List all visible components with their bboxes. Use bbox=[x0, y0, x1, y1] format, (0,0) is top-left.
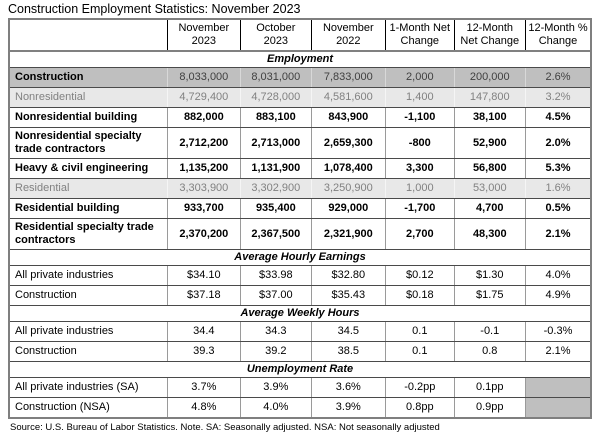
row-label: Nonresidential specialty trade contractors bbox=[9, 128, 167, 159]
data-cell: 1.6% bbox=[526, 179, 591, 199]
data-cell: 2.0% bbox=[526, 128, 591, 159]
data-cell: $0.18 bbox=[386, 286, 454, 306]
data-cell: 4.8% bbox=[167, 398, 241, 419]
section-row bbox=[9, 362, 591, 378]
data-cell: 882,000 bbox=[167, 108, 241, 128]
data-cell bbox=[526, 378, 591, 398]
column-header: 1-Month Net Change bbox=[386, 19, 454, 51]
data-cell: 38.5 bbox=[311, 342, 386, 362]
section-row bbox=[9, 51, 591, 68]
data-cell: 3,250,900 bbox=[311, 179, 386, 199]
data-cell: -800 bbox=[386, 128, 454, 159]
row-label: Nonresidential bbox=[9, 88, 167, 108]
data-cell: 48,300 bbox=[454, 219, 525, 250]
table-row bbox=[9, 266, 591, 286]
data-cell: 935,400 bbox=[241, 199, 311, 219]
row-label: Residential bbox=[9, 179, 167, 199]
data-cell: 2,712,200 bbox=[167, 128, 241, 159]
table-row bbox=[9, 128, 591, 159]
data-cell: 1,078,400 bbox=[311, 159, 386, 179]
table-row bbox=[9, 179, 591, 199]
table-row bbox=[9, 219, 591, 250]
data-cell: 0.5% bbox=[526, 199, 591, 219]
data-cell: 3,302,900 bbox=[241, 179, 311, 199]
data-cell: 4,729,400 bbox=[167, 88, 241, 108]
source-note: Source: U.S. Bureau of Labor Statistics. Note. SA: Seasonally adjusted. NSA: Not seasonally adjusted bbox=[10, 422, 440, 433]
data-cell: $0.12 bbox=[386, 266, 454, 286]
table-row bbox=[9, 199, 591, 219]
data-cell: 0.8 bbox=[454, 342, 525, 362]
data-cell: 933,700 bbox=[167, 199, 241, 219]
data-cell: 1,000 bbox=[386, 179, 454, 199]
data-cell: 2,000 bbox=[386, 68, 454, 88]
data-cell: 3,300 bbox=[386, 159, 454, 179]
data-cell: 2.1% bbox=[526, 219, 591, 250]
data-cell: 4.0% bbox=[526, 266, 591, 286]
data-cell: 8,033,000 bbox=[167, 68, 241, 88]
data-cell: $35.43 bbox=[311, 286, 386, 306]
data-cell: 2,367,500 bbox=[241, 219, 311, 250]
section-heading: Average Weekly Hours bbox=[9, 306, 591, 322]
data-cell: 4,728,000 bbox=[241, 88, 311, 108]
data-cell: -1,700 bbox=[386, 199, 454, 219]
table-row bbox=[9, 159, 591, 179]
row-label: Residential building bbox=[9, 199, 167, 219]
data-cell: 52,900 bbox=[454, 128, 525, 159]
row-label: All private industries bbox=[9, 266, 167, 286]
table-row bbox=[9, 322, 591, 342]
data-cell: 843,900 bbox=[311, 108, 386, 128]
column-header: November 2022 bbox=[311, 19, 386, 51]
row-label: Construction bbox=[9, 68, 167, 88]
data-cell: 4.9% bbox=[526, 286, 591, 306]
data-cell: 1,131,900 bbox=[241, 159, 311, 179]
section-heading: Employment bbox=[9, 51, 591, 68]
data-cell: 4.0% bbox=[241, 398, 311, 419]
data-cell bbox=[526, 398, 591, 419]
data-cell: 56,800 bbox=[454, 159, 525, 179]
column-header: October 2023 bbox=[241, 19, 311, 51]
data-cell: 2,321,900 bbox=[311, 219, 386, 250]
data-cell: 147,800 bbox=[454, 88, 525, 108]
data-cell: 0.1 bbox=[386, 342, 454, 362]
data-cell: $37.18 bbox=[167, 286, 241, 306]
column-header: 12-Month % Change bbox=[526, 19, 591, 51]
header-row bbox=[9, 19, 591, 51]
row-label: All private industries (SA) bbox=[9, 378, 167, 398]
data-cell: 0.1 bbox=[386, 322, 454, 342]
column-header: 12-Month Net Change bbox=[454, 19, 525, 51]
row-label: All private industries bbox=[9, 322, 167, 342]
page-title: Construction Employment Statistics: November 2023 bbox=[8, 2, 301, 16]
data-cell: 34.5 bbox=[311, 322, 386, 342]
data-cell: -0.3% bbox=[526, 322, 591, 342]
row-label: Heavy & civil engineering bbox=[9, 159, 167, 179]
data-cell: 929,000 bbox=[311, 199, 386, 219]
data-cell: 7,833,000 bbox=[311, 68, 386, 88]
data-cell: 1,135,200 bbox=[167, 159, 241, 179]
table-row bbox=[9, 398, 591, 419]
data-cell: 2,370,200 bbox=[167, 219, 241, 250]
data-cell: 3.2% bbox=[526, 88, 591, 108]
table-row bbox=[9, 108, 591, 128]
data-cell: $34.10 bbox=[167, 266, 241, 286]
table-row bbox=[9, 68, 591, 88]
data-cell: 1,400 bbox=[386, 88, 454, 108]
data-cell: 39.3 bbox=[167, 342, 241, 362]
data-cell: 3.9% bbox=[311, 398, 386, 419]
data-cell: $1.75 bbox=[454, 286, 525, 306]
data-cell: 34.3 bbox=[241, 322, 311, 342]
corner-cell bbox=[9, 19, 167, 51]
table-row bbox=[9, 88, 591, 108]
data-cell: $33.98 bbox=[241, 266, 311, 286]
data-cell: 3.9% bbox=[241, 378, 311, 398]
table-row bbox=[9, 286, 591, 306]
row-label: Construction (NSA) bbox=[9, 398, 167, 419]
row-label: Residential specialty trade contractors bbox=[9, 219, 167, 250]
data-cell: 0.1pp bbox=[454, 378, 525, 398]
data-cell: 2.6% bbox=[526, 68, 591, 88]
data-cell: $32.80 bbox=[311, 266, 386, 286]
data-cell: -0.1 bbox=[454, 322, 525, 342]
data-cell: $37.00 bbox=[241, 286, 311, 306]
data-cell: -0.2pp bbox=[386, 378, 454, 398]
data-cell: 4,700 bbox=[454, 199, 525, 219]
data-cell: 38,100 bbox=[454, 108, 525, 128]
section-row bbox=[9, 306, 591, 322]
section-heading: Unemployment Rate bbox=[9, 362, 591, 378]
data-cell: 2,700 bbox=[386, 219, 454, 250]
data-cell: 2.1% bbox=[526, 342, 591, 362]
row-label: Construction bbox=[9, 286, 167, 306]
data-cell: 3,303,900 bbox=[167, 179, 241, 199]
section-heading: Average Hourly Earnings bbox=[9, 250, 591, 266]
data-cell: 53,000 bbox=[454, 179, 525, 199]
data-cell: 0.9pp bbox=[454, 398, 525, 419]
section-row bbox=[9, 250, 591, 266]
data-cell: 883,100 bbox=[241, 108, 311, 128]
statistics-table bbox=[8, 18, 592, 419]
data-cell: 2,713,000 bbox=[241, 128, 311, 159]
table-body bbox=[9, 51, 591, 418]
data-cell: 4.5% bbox=[526, 108, 591, 128]
data-cell: 3.6% bbox=[311, 378, 386, 398]
data-cell: 4,581,600 bbox=[311, 88, 386, 108]
data-cell: 5.3% bbox=[526, 159, 591, 179]
data-cell: 39.2 bbox=[241, 342, 311, 362]
data-cell: 2,659,300 bbox=[311, 128, 386, 159]
column-header: November 2023 bbox=[167, 19, 241, 51]
table-row bbox=[9, 342, 591, 362]
data-cell: 8,031,000 bbox=[241, 68, 311, 88]
row-label: Nonresidential building bbox=[9, 108, 167, 128]
data-cell: -1,100 bbox=[386, 108, 454, 128]
data-cell: 34.4 bbox=[167, 322, 241, 342]
data-cell: 0.8pp bbox=[386, 398, 454, 419]
data-cell: 200,000 bbox=[454, 68, 525, 88]
data-cell: 3.7% bbox=[167, 378, 241, 398]
row-label: Construction bbox=[9, 342, 167, 362]
table-row bbox=[9, 378, 591, 398]
data-cell: $1.30 bbox=[454, 266, 525, 286]
